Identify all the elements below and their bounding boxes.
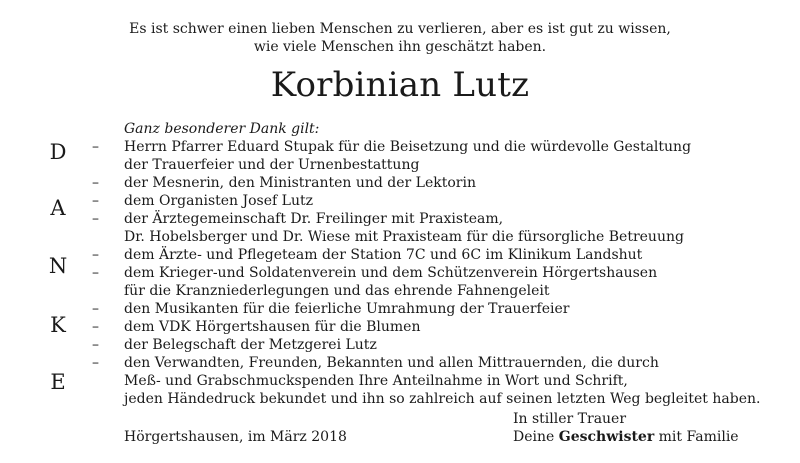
place-date: Hörgertshausen, im März 2018 bbox=[124, 429, 347, 445]
danke-letter-d: D bbox=[49, 140, 67, 164]
mourning-line: In stiller Trauer bbox=[513, 411, 627, 427]
danke-letter-a: A bbox=[50, 196, 66, 220]
list-item-continued: jeden Händedruck bekundet und ihn so zahlreich auf seinen letzten Weg begleitet haben. bbox=[124, 391, 761, 407]
list-item-continued: Dr. Hobelsberger und Dr. Wiese mit Praxisteam für die fürsorgliche Betreuung bbox=[124, 229, 684, 245]
list-dash: – bbox=[92, 319, 99, 335]
list-dash: – bbox=[92, 175, 99, 191]
danke-letter-n: N bbox=[48, 254, 68, 278]
list-item: dem Krieger-und Soldatenverein und dem Schützenverein Hörgertshausen bbox=[124, 265, 658, 281]
list-item: den Musikanten für die feierliche Umrahmung der Trauerfeier bbox=[124, 301, 570, 317]
list-dash: – bbox=[92, 211, 99, 227]
motto-line-2: wie viele Menschen ihn geschätzt haben. bbox=[253, 39, 547, 55]
danke-letter-k: K bbox=[50, 313, 66, 337]
list-item: Herrn Pfarrer Eduard Stupak für die Beisetzung und die würdevolle Gestaltung bbox=[124, 139, 692, 155]
list-item: dem Ärzte- und Pflegeteam der Station 7C und 6C im Klinikum Landshut bbox=[124, 247, 643, 263]
list-item-continued: Meß- und Grabschmuckspenden Ihre Anteilnahme in Wort und Schrift, bbox=[124, 373, 628, 389]
list-item: dem VDK Hörgertshausen für die Blumen bbox=[124, 319, 421, 335]
list-dash: – bbox=[92, 301, 99, 317]
family-prefix: Deine bbox=[513, 429, 559, 445]
family-siblings: Geschwister bbox=[558, 429, 655, 445]
list-dash: – bbox=[92, 139, 99, 155]
danke-letter-e: E bbox=[50, 370, 66, 394]
list-dash: – bbox=[92, 337, 99, 353]
list-item-continued: der Trauerfeier und der Urnenbestattung bbox=[124, 157, 420, 173]
thanks-intro: Ganz besonderer Dank gilt: bbox=[124, 121, 320, 137]
list-item: der Ärztegemeinschaft Dr. Freilinger mit Praxisteam, bbox=[124, 211, 504, 227]
motto-line-1: Es ist schwer einen lieben Menschen zu verlieren, aber es ist gut zu wissen, bbox=[129, 21, 671, 37]
list-item: der Mesnerin, den Ministranten und der Lektorin bbox=[124, 175, 476, 191]
list-dash: – bbox=[92, 193, 99, 209]
list-item-continued: für die Kranzniederlegungen und das ehrende Fahnengeleit bbox=[124, 283, 550, 299]
list-dash: – bbox=[92, 265, 99, 281]
list-item: den Verwandten, Freunden, Bekannten und allen Mittrauernden, die durch bbox=[124, 355, 659, 371]
list-item: dem Organisten Josef Lutz bbox=[124, 193, 313, 209]
family-signature bbox=[513, 428, 739, 446]
list-dash: – bbox=[92, 247, 99, 263]
family-suffix: mit Familie bbox=[654, 429, 739, 445]
list-item: der Belegschaft der Metzgerei Lutz bbox=[124, 337, 377, 353]
list-dash: – bbox=[92, 355, 99, 371]
deceased-name: Korbinian Lutz bbox=[270, 65, 530, 105]
